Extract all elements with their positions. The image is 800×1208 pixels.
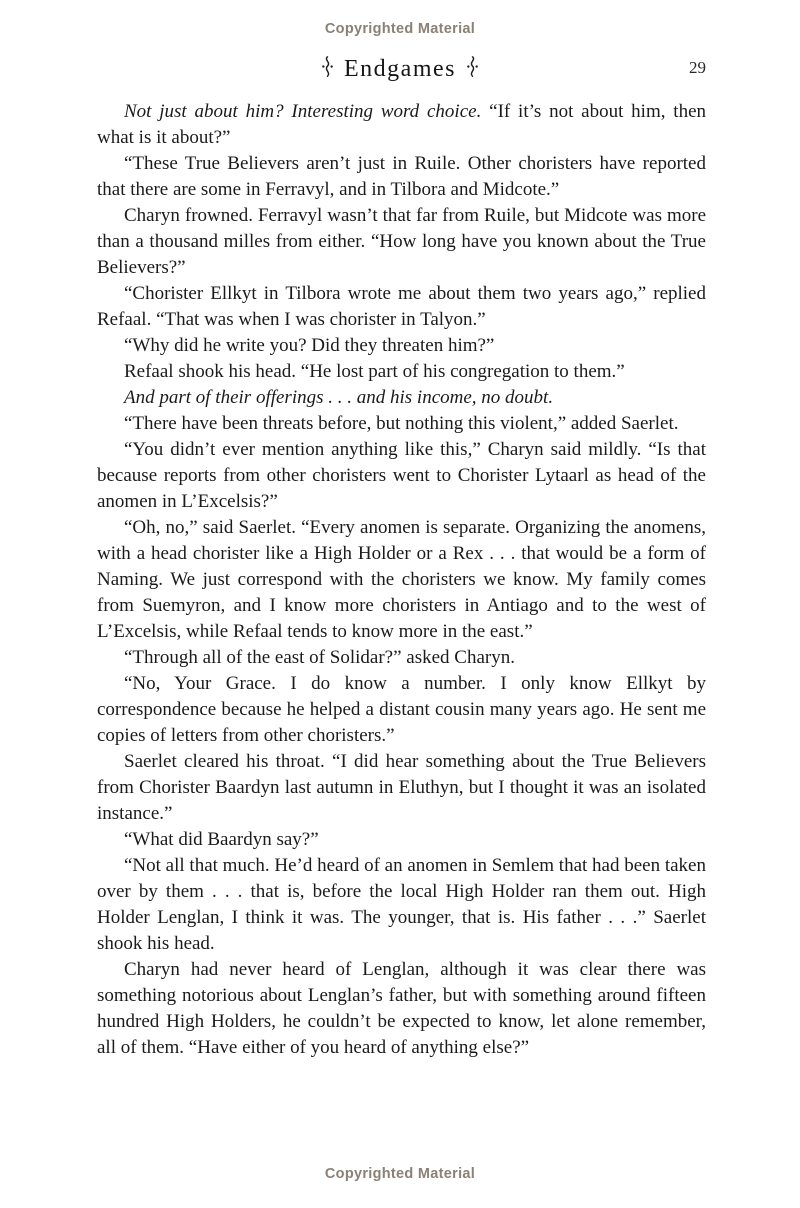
text-run: “Through all of the east of Solidar?” asked Charyn. <box>124 647 515 668</box>
text-run: “There have been threats before, but nothing this violent,” added Saerlet. <box>124 413 679 434</box>
page-number: 29 <box>689 58 706 77</box>
paragraph <box>97 385 706 411</box>
paragraph <box>97 151 706 203</box>
copyright-notice-top: Copyrighted Material <box>324 21 476 37</box>
paragraph <box>97 359 706 385</box>
text-run: “These True Believers aren’t just in Ruile. Other choristers have reported that there are some in Ferravyl, and in Tilbora and Midcote.” <box>97 153 706 200</box>
text-run: “If it’s not about him, then what is it about?” <box>97 101 706 148</box>
text-run: Charyn had never heard of Lenglan, although it was clear there was something notorious about Lenglan’s father, but with something around fifteen hundred High Holders, he couldn’t be expected to know, let alone remember, all of them. “Have either of you heard of anything else?” <box>97 959 706 1058</box>
text-run: “Not all that much. He’d heard of an anomen in Semlem that had been taken over by them . . . that is, before the local High Holder ran them out. High Holder Lenglan, I think it was. The younger, that is. His father . . .” Saerlet shook his head. <box>97 855 706 954</box>
paragraph <box>97 515 706 645</box>
paragraph <box>97 203 706 281</box>
paragraph <box>97 333 706 359</box>
paragraph <box>97 827 706 853</box>
running-header <box>0 53 800 85</box>
text-run: “Oh, no,” said Saerlet. “Every anomen is separate. Organizing the anomens, with a head chorister like a High Holder or a Rex . . . that would be a form of Naming. We just correspond with the choristers we know. My family comes from Suemyron, and I know more choristers in Antiago and to the west of L’Excelsis, while Refaal tends to know more in the east.” <box>97 517 706 642</box>
text-run: Charyn frowned. Ferravyl wasn’t that far from Ruile, but Midcote was more than a thousand milles from either. “How long have you known about the True Believers?” <box>97 205 706 278</box>
book-title: Endgames <box>344 55 456 82</box>
paragraph <box>97 957 706 1061</box>
paragraph <box>97 645 706 671</box>
text-run: “Why did he write you? Did they threaten him?” <box>124 335 495 356</box>
floral-flourish-icon <box>321 55 334 84</box>
paragraph <box>97 437 706 515</box>
paragraph <box>97 411 706 437</box>
paragraph <box>97 749 706 827</box>
text-run: “No, Your Grace. I do know a number. I only know Ellkyt by correspondence because he helped a distant cousin many years ago. He sent me copies of letters from other choristers.” <box>97 673 706 746</box>
paragraph <box>97 99 706 151</box>
text-run: Refaal shook his head. “He lost part of his congregation to them.” <box>124 361 625 382</box>
text-run: Saerlet cleared his throat. “I did hear something about the True Believers from Chorister Baardyn last autumn in Eluthyn, but I thought it was an isolated instance.” <box>97 751 706 824</box>
copyright-notice-bottom: Copyrighted Material <box>324 1166 476 1182</box>
paragraph <box>97 281 706 333</box>
body-text <box>97 99 706 1061</box>
paragraph <box>97 853 706 957</box>
italic-text-run: And part of their offerings . . . and his income, no doubt. <box>124 387 554 408</box>
floral-flourish-icon <box>466 55 479 84</box>
text-run: “You didn’t ever mention anything like this,” Charyn said mildly. “Is that because reports from other choristers went to Chorister Lytaarl as head of the anomen in L’Excelsis?” <box>97 439 706 512</box>
italic-text-run: Not just about him? Interesting word choice. <box>124 101 490 122</box>
text-run: “Chorister Ellkyt in Tilbora wrote me about them two years ago,” replied Refaal. “That was when I was chorister in Talyon.” <box>97 283 706 330</box>
paragraph <box>97 671 706 749</box>
text-run: “What did Baardyn say?” <box>124 829 319 850</box>
